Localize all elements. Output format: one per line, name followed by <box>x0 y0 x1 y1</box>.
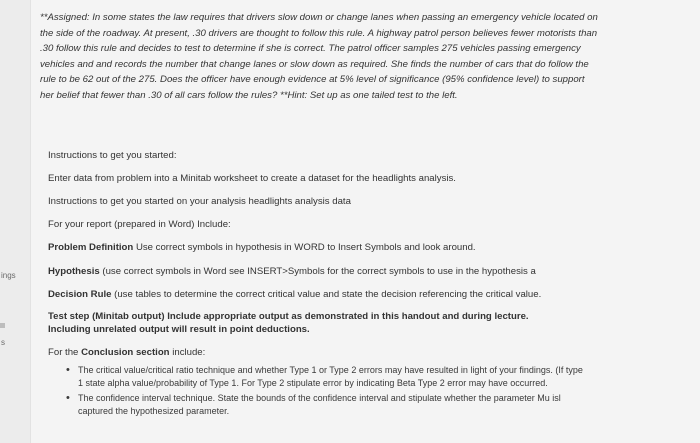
conclusion-post-text: include: <box>169 347 206 358</box>
analysis-instruction: Instructions to get you started on your analysis headlights analysis data <box>48 196 351 207</box>
problem-definition-label: Problem Definition <box>48 242 134 253</box>
left-sidebar-strip <box>0 0 31 443</box>
conclusion-line <box>48 347 205 358</box>
problem-definition-text: Use correct symbols in hypothesis in WORD to Insert Symbols and look around. <box>133 242 476 253</box>
instructions-heading: Instructions to get you started: <box>48 150 177 161</box>
conclusion-pre-text: For the <box>48 347 82 358</box>
hypothesis-label: Hypothesis <box>48 266 100 277</box>
decision-rule-text: (use tables to determine the correct critical value and state the decision referencing the critical value. <box>111 289 542 300</box>
bullet-icon: • <box>66 392 70 404</box>
hypothesis-text: (use correct symbols in Word see INSERT>Symbols for the correct symbols to use in the hypothesis a <box>99 266 536 277</box>
enter-data-instruction: Enter data from problem into a Minitab worksheet to create a dataset for the headlights analysis. <box>48 173 456 184</box>
bullet-text-critical-value: The critical value/critical ratio technique and whether Type 1 or Type 2 errors may have resulted in light of your findings. (If type 1 state alpha value/probability of Type 1. For Type 2 stipulate error by indicating Beta Type 2 error may have occurred. <box>78 365 583 388</box>
sidebar-label-truncated[interactable]: s <box>1 338 5 347</box>
decision-rule-label: Decision Rule <box>48 289 112 300</box>
report-include-line: For your report (prepared in Word) Include: <box>48 219 231 230</box>
list-item <box>66 392 586 417</box>
bullet-text-confidence-interval: The confidence interval technique. State the bounds of the confidence interval and stipulate whether the parameter Mu isl captured the hypothesized parameter. <box>78 393 561 416</box>
conclusion-bullet-list <box>66 364 586 420</box>
decision-rule-line <box>48 289 541 300</box>
conclusion-label: Conclusion section <box>81 347 170 358</box>
list-item <box>66 364 586 389</box>
test-step-paragraph: Test step (Minitab output) Include appropriate output as demonstrated in this handout and during lecture. Including unrelated output will result in point deductions. <box>48 311 529 335</box>
sidebar-marker <box>0 323 5 328</box>
sidebar-label-settings[interactable]: ings <box>1 271 16 280</box>
bullet-icon: • <box>66 364 70 376</box>
problem-definition-line <box>48 242 476 253</box>
assigned-problem-paragraph: **Assigned: In some states the law requires that drivers slow down or change lanes when passing an emergency vehicle located on the side of the roadway. At present, .30 drivers are thought to follow this rule. A highway patrol person believes fewer motorists than .30 follow this rule and decides to test to determine if she is correct. The patrol officer samples 275 vehicles passing emergency vehicles and and records the number that change lanes or slow down as required. She finds the number of cars that do follow the rule to be 62 out of the 275. Does the officer have enough evidence at 5% level of significance (95% confidence level) to support her belief that fewer than .30 of all cars follow the rules? **Hint: Set up as one tailed test to the left. <box>40 12 598 101</box>
hypothesis-line <box>48 266 536 277</box>
